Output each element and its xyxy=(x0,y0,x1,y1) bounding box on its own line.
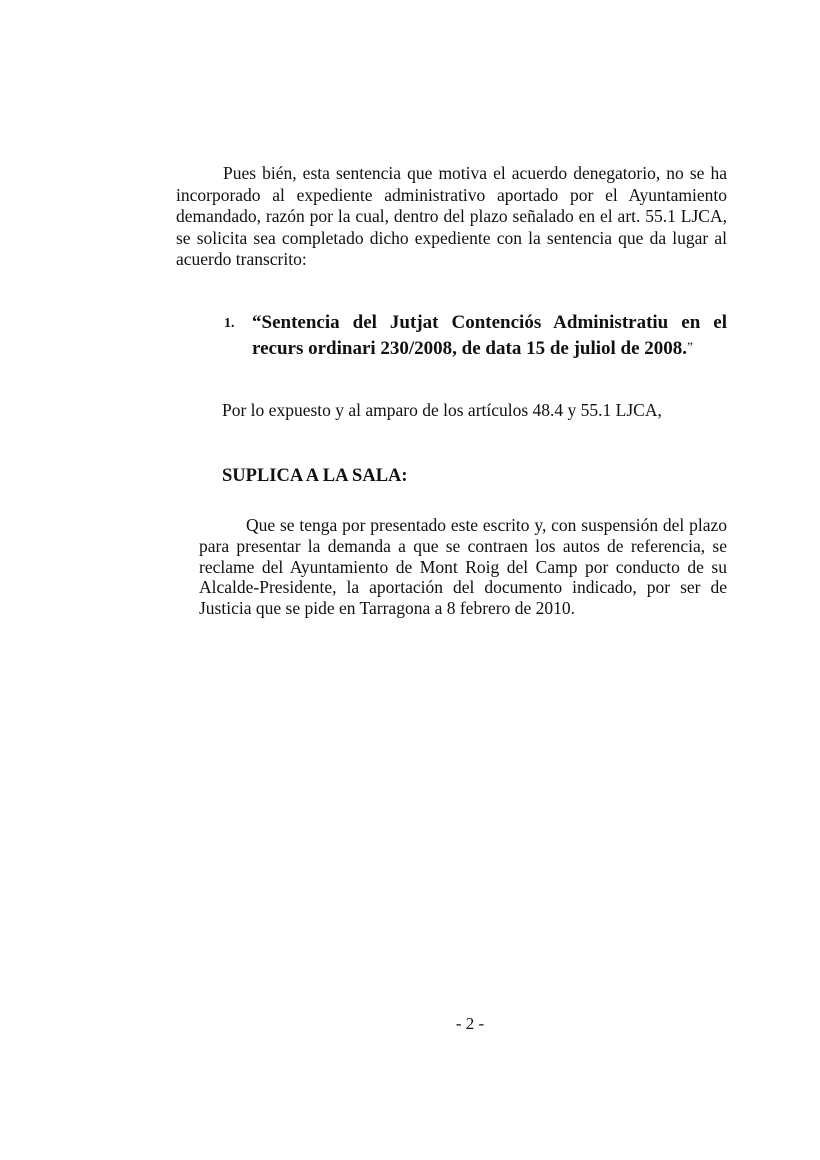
paragraph-sentencia xyxy=(176,163,727,271)
list-item-text: “Sentencia del Jutjat Contenciós Administratiu en el recurs ordinari 230/2008, de data 15 de juliol de 2008. xyxy=(252,312,727,359)
list-item-closing-quote: ” xyxy=(687,339,693,354)
list-item-sentencia xyxy=(224,311,727,361)
list-item-text-wrapper xyxy=(252,311,727,361)
paragraph-suplica xyxy=(199,515,727,619)
paragraph-suplica-text: Que se tenga por presentado este escrito y, con suspensión del plazo para presentar la demanda a que se contraen los autos de referencia, se reclame del Ayuntamiento de Mont Roig del Camp por conducto de su Alcalde-Presidente, la aportación del documento indicado, por ser de Justicia que se pide en Tarragona a 8 febrero de 2010. xyxy=(199,515,727,619)
paragraph-expuesto: Por lo expuesto y al amparo de los artículos 48.4 y 55.1 LJCA, xyxy=(222,400,662,420)
heading-suplica: SUPLICA A LA SALA: xyxy=(222,466,408,486)
page-number: - 2 - xyxy=(455,1014,485,1033)
list-item-number: 1. xyxy=(224,316,235,331)
paragraph-sentencia-text: Pues bién, esta sentencia que motiva el acuerdo denegatorio, no se ha incorporado al expediente administrativo aportado por el Ayuntamiento demandado, razón por la cual, dentro del plazo señalado en el art. 55.1 LJCA, se solicita sea completado dicho expediente con la sentencia que da lugar al acuerdo transcrito: xyxy=(176,163,727,270)
